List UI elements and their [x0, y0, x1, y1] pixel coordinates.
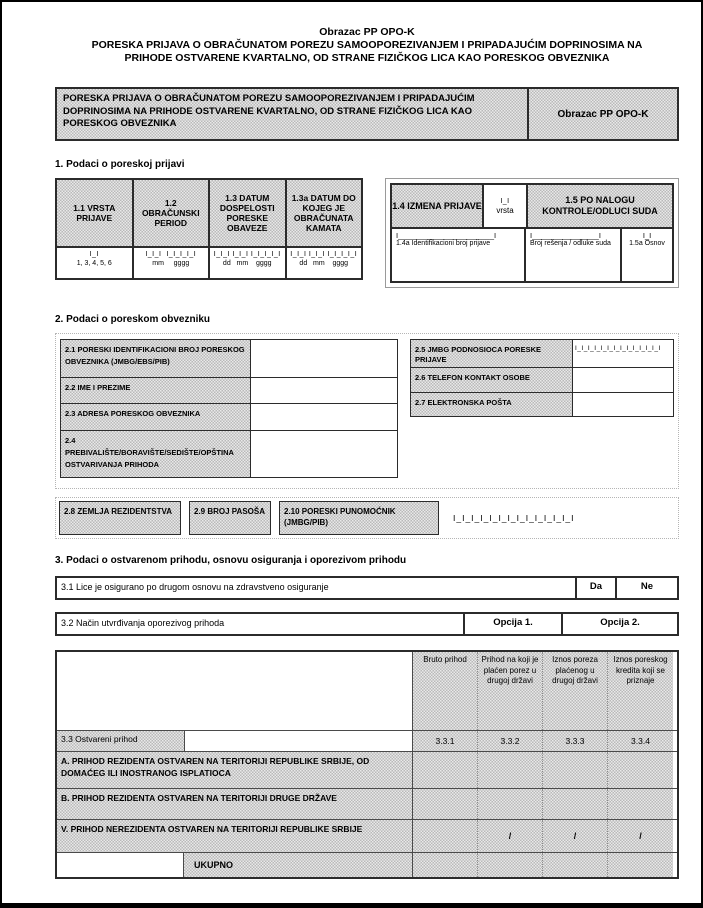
- row-3-2: [55, 612, 679, 636]
- row-ukupno: [57, 852, 677, 877]
- row-3-3-label-col: [57, 731, 413, 751]
- ukupno-input[interactable]: [57, 853, 184, 877]
- field-2-2-label: 2.2 IME I PREZIME: [61, 378, 251, 403]
- field-2-2-input[interactable]: [251, 378, 397, 403]
- col-header-bruto-prihod: Bruto prihod: [413, 652, 478, 730]
- field-1-5a-label: 1.5a Osnov: [629, 240, 665, 247]
- row-B-label: [57, 789, 413, 819]
- row-V-cell-1[interactable]: [413, 820, 478, 852]
- field-2-7-input[interactable]: [573, 393, 673, 416]
- form-code-title: Obrazac PP OPO-K: [319, 26, 415, 38]
- section2-right-table: [410, 339, 674, 417]
- option-da[interactable]: Da: [575, 578, 615, 598]
- field-2-6-input[interactable]: [573, 368, 673, 392]
- table-row: [61, 340, 397, 378]
- code-3-3-4: 3.3.4: [608, 731, 673, 751]
- header-box-title: PORESKA PRIJAVA O OBRAČUNATOM POREZU SAMOOPOREZIVANJEM I PRIPADAJUĆIM DOPRINOSIMA NA PRIHODE OSTVARENE KVARTALNO, OD STRANE FIZIČKOG LICA KAO PORESKOG OBVEZNIKA: [57, 89, 529, 139]
- field-1-3a-boxes: I_I_I I_I_I I_I_I_I_I: [290, 251, 358, 258]
- field-1-4a-line: I_______________________I: [396, 231, 497, 240]
- row-A-cell-1[interactable]: [413, 752, 478, 788]
- field-1-5a-input[interactable]: [622, 229, 672, 281]
- row-B-cell-2[interactable]: [478, 789, 543, 819]
- field-1-1-boxes: I_I: [89, 251, 99, 258]
- field-1-5a-boxes: I_I: [642, 231, 652, 240]
- section1-right-table: [390, 183, 674, 283]
- field-1-2-hint: mm gggg: [152, 260, 190, 267]
- ukupno-label: UKUPNO: [184, 853, 412, 877]
- field-1-2-header: 1.2 OBRAČUNSKI PERIOD: [134, 180, 211, 246]
- option-ne[interactable]: Ne: [615, 578, 677, 598]
- field-1-4-header: 1.4 IZMENA PRIJAVE: [392, 185, 484, 227]
- strip-gap: [181, 501, 189, 535]
- field-2-3-input[interactable]: [251, 404, 397, 430]
- field-1-1-header: 1.1 VRSTA PRIJAVE: [57, 180, 134, 246]
- ukupno-cell-2[interactable]: [478, 853, 543, 877]
- header-box: [55, 87, 679, 141]
- section1-right-header-row: [392, 185, 672, 227]
- row-A-cell-3[interactable]: [543, 752, 608, 788]
- section1-left-table: [55, 178, 363, 280]
- field-1-4a-label: 1.4a Identifikacioni broj prijave: [396, 240, 491, 247]
- field-2-1-input[interactable]: [251, 340, 397, 377]
- field-2-4-label: 2.4 PREBIVALIŠTE/BORAVIŠTE/SEDIŠTE/OPŠTINA OSTVARIVANJA PRIHODA: [61, 431, 251, 477]
- table-row: [61, 378, 397, 404]
- field-1-1-input[interactable]: [57, 248, 134, 278]
- code-3-3-3: 3.3.3: [543, 731, 608, 751]
- ukupno-cell-1[interactable]: [413, 853, 478, 877]
- section1-tables: [55, 178, 679, 288]
- row-3-3: [57, 730, 677, 751]
- field-3-3-input[interactable]: [185, 731, 412, 751]
- field-2-9-label: 2.9 BROJ PASOŠA: [189, 501, 271, 535]
- table-row: [411, 393, 673, 416]
- row-B-cell-4[interactable]: [608, 789, 673, 819]
- section1-right-value-row: [392, 227, 672, 281]
- field-1-3-header: 1.3 DATUM DOSPELOSTI PORESKE OBAVEZE: [210, 180, 287, 246]
- field-1-3-input[interactable]: [210, 248, 287, 278]
- field-1-2-boxes: I_I_I I_I_I_I_I: [145, 251, 197, 258]
- field-3-1-label: 3.1 Lice je osigurano po drugom osnovu na zdravstveno osiguranje: [61, 582, 329, 592]
- row-B-prefix: B.: [61, 793, 70, 803]
- row-A-text: PRIHOD REZIDENTA OSTVAREN NA TERITORIJI REPUBLIKE SRBIJE, OD DOMAĆEG ILI INOSTRANOG ISPLATIOCA: [61, 756, 370, 778]
- field-2-7-label: 2.7 ELEKTRONSKA POŠTA: [411, 393, 573, 416]
- row-A-cell-2[interactable]: [478, 752, 543, 788]
- field-2-8-label: 2.8 ZEMLJA REZIDENTSTVA: [59, 501, 181, 535]
- row-A-prefix: A.: [61, 756, 70, 766]
- strip-gap: [271, 501, 279, 535]
- field-1-3-boxes: I_I_I I_I_I I_I_I_I_I: [213, 251, 281, 258]
- table-row: [61, 431, 397, 477]
- section1-left-header-row: [57, 180, 361, 248]
- row-V-label: [57, 820, 413, 852]
- section3-heading: 3. Podaci o ostvarenom prihodu, osnovu osiguranja i oporezivom prihodu: [55, 555, 407, 566]
- table-row: [61, 404, 397, 431]
- form-title-block: [55, 26, 679, 65]
- field-1-3a-input[interactable]: [287, 248, 362, 278]
- section2-left-table: [60, 339, 398, 478]
- residency-strip: [59, 501, 675, 535]
- field-2-5-label: 2.5 JMBG PODNOSIOCA PORESKE PRIJAVE: [411, 340, 573, 367]
- table-row: [411, 340, 673, 368]
- income-table-header-row: [57, 652, 677, 730]
- row-3-1: [55, 576, 679, 600]
- field-3-2-label: 3.2 Način utvrđivanja oporezivog prihoda: [61, 618, 225, 628]
- field-1-3a-header: 1.3a DATUM DO KOJEG JE OBRAČUNATA KAMATA: [287, 180, 362, 246]
- residency-strip-wrapper: [55, 497, 679, 539]
- field-2-3-label: 2.3 ADRESA PORESKOG OBVEZNIKA: [61, 404, 251, 430]
- section1-heading: 1. Podaci o poreskoj prijavi: [55, 159, 185, 170]
- header-box-form-code: Obrazac PP OPO-K: [529, 89, 677, 139]
- section2-heading: 2. Podaci o poreskom obvezniku: [55, 314, 211, 325]
- section1-right-wrapper: [385, 178, 679, 288]
- row-V-prefix: V.: [61, 824, 69, 834]
- field-2-4-input[interactable]: [251, 431, 397, 477]
- row-B-cell-3[interactable]: [543, 789, 608, 819]
- row-A-label: [57, 752, 413, 788]
- row-V: [57, 819, 677, 852]
- field-1-3-hint: dd mm gggg: [222, 260, 272, 267]
- field-1-4-vrsta-label: vrsta: [496, 205, 514, 215]
- income-header-empty-cell: [57, 652, 413, 730]
- field-1-5-header: 1.5 PO NALOGU KONTROLE/ODLUCI SUDA: [528, 185, 672, 227]
- option-opcija-2[interactable]: Opcija 2.: [561, 614, 677, 634]
- field-2-10-label: 2.10 PORESKI PUNOMOĆNIK (JMBG/PIB): [279, 501, 439, 535]
- income-table: [55, 650, 679, 879]
- row-B-cell-1[interactable]: [413, 789, 478, 819]
- field-2-10-input[interactable]: I_I_I_I_I_I_I_I_I_I_I_I_I_I: [439, 501, 675, 535]
- code-3-3-1: 3.3.1: [413, 731, 478, 751]
- col-header-prihod-placen-porez: Prihod na koji je plaćen porez u drugoj državi: [478, 652, 543, 730]
- row-V-cell-2: /: [478, 820, 543, 852]
- field-2-1-label: 2.1 PORESKI IDENTIFIKACIONI BROJ PORESKOG OBVEZNIKA (JMBG/EBS/PIB): [61, 340, 251, 377]
- field-1-5-resenje-input[interactable]: [526, 229, 622, 281]
- field-1-4-vrsta-boxes: I_I: [500, 197, 510, 205]
- section2-block: [55, 333, 679, 489]
- field-1-4a-input[interactable]: [392, 229, 526, 281]
- row-B-text: PRIHOD REZIDENTA OSTVAREN NA TERITORIJI DRUGE DRŽAVE: [69, 793, 337, 803]
- field-2-5-input[interactable]: I_I_I_I_I_I_I_I_I_I_I_I_I_I: [573, 340, 673, 367]
- row-V-cell-4: /: [608, 820, 673, 852]
- ukupno-cell-3[interactable]: [543, 853, 608, 877]
- field-1-2-input[interactable]: [134, 248, 211, 278]
- row-V-text: PRIHOD NEREZIDENTA OSTVAREN NA TERITORIJI REPUBLIKE SRBIJE: [68, 824, 363, 834]
- col-header-iznos-kredita: Iznos poreskog kredita koji se priznaje: [608, 652, 673, 730]
- field-1-1-hint: 1, 3, 4, 5, 6: [76, 260, 112, 267]
- ukupno-cell-4[interactable]: [608, 853, 673, 877]
- field-1-4-vrsta-input[interactable]: [484, 185, 528, 227]
- row-V-cell-3: /: [543, 820, 608, 852]
- field-3-3-label: 3.3 Ostvareni prihod: [57, 731, 185, 751]
- field-1-5-resenje-line: I________________I: [530, 231, 601, 240]
- section1-left-value-row: [57, 248, 361, 278]
- form-main-title: PORESKA PRIJAVA O OBRAČUNATOM POREZU SAMOOPOREZIVANJEM I PRIPADAJUĆIM DOPRINOSIMA NA PRIHODE OSTVARENE KVARTALNO, OD STRANE FIZIČKOG LICA KAO PORESKOG OBVEZNIKA: [91, 39, 643, 64]
- col-header-iznos-poreza: Iznos poreza plaćenog u drugoj državi: [543, 652, 608, 730]
- field-1-3a-hint: dd mm gggg: [299, 260, 349, 267]
- row-A: [57, 751, 677, 788]
- code-3-3-2: 3.3.2: [478, 731, 543, 751]
- option-opcija-1[interactable]: Opcija 1.: [463, 614, 561, 634]
- field-1-5-resenje-label: Broj rešenja / odluke suda: [530, 240, 611, 247]
- table-row: [411, 368, 673, 393]
- row-B: [57, 788, 677, 819]
- field-2-6-label: 2.6 TELEFON KONTAKT OSOBE: [411, 368, 573, 392]
- row-A-cell-4[interactable]: [608, 752, 673, 788]
- row-ukupno-label-col: [57, 853, 413, 877]
